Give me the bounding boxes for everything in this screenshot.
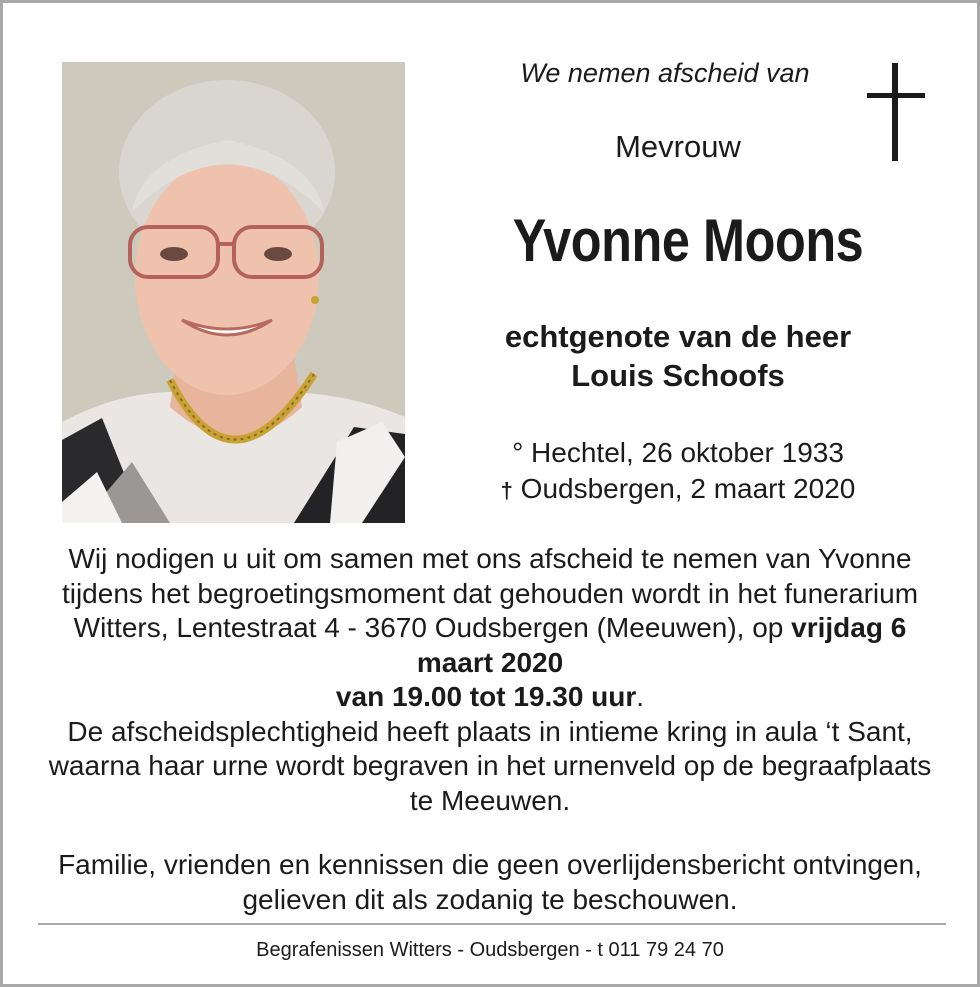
spouse-name: Louis Schoofs: [571, 358, 785, 393]
invitation-intro: Wij nodigen u uit om samen met ons afscheid te nemen van Yvonne tijdens het begroetingsmoment dat gehouden wordt in het funerarium Witters, Lentestraat 4 - 3670 Oudsbergen (Meeuwen), op: [61, 543, 919, 643]
greeting-time-suffix: .: [636, 681, 645, 712]
deceased-name: Yvonne Moons: [512, 207, 864, 274]
birth-info: Hechtel, 26 oktober 1933: [531, 437, 844, 468]
dagger-icon: †: [500, 478, 513, 503]
invitation-text: [43, 542, 937, 818]
birth-symbol: °: [512, 437, 524, 468]
spouse-line: echtgenote van de heer: [504, 319, 852, 354]
funeral-home-footer: Begrafenissen Witters - Oudsbergen - t 011 79 24 70: [256, 939, 724, 961]
honorific: Mevrouw: [615, 129, 741, 164]
greeting-date: vrijdag 6 maart 2020: [416, 612, 907, 678]
intro-text: We nemen afscheid van: [520, 58, 810, 88]
greeting-time: van 19.00 tot 19.30 uur: [335, 681, 637, 712]
ceremony-text: De afscheidsplechtigheid heeft plaats in intieme kring in aula ‘t Sant, waarna haar urne wordt begraven in het urnenveld op de begraafplaats te Meeuwen.: [48, 715, 932, 816]
death-info: Oudsbergen, 2 maart 2020: [520, 473, 856, 504]
spouse-block: [443, 317, 913, 395]
life-dates: [443, 435, 913, 509]
closing-text: Familie, vrienden en kennissen die geen overlijdensbericht ontvingen, gelieven dit als zodanig te beschouwen.: [58, 849, 922, 915]
portrait-photo: [62, 62, 405, 523]
divider: [38, 923, 946, 925]
